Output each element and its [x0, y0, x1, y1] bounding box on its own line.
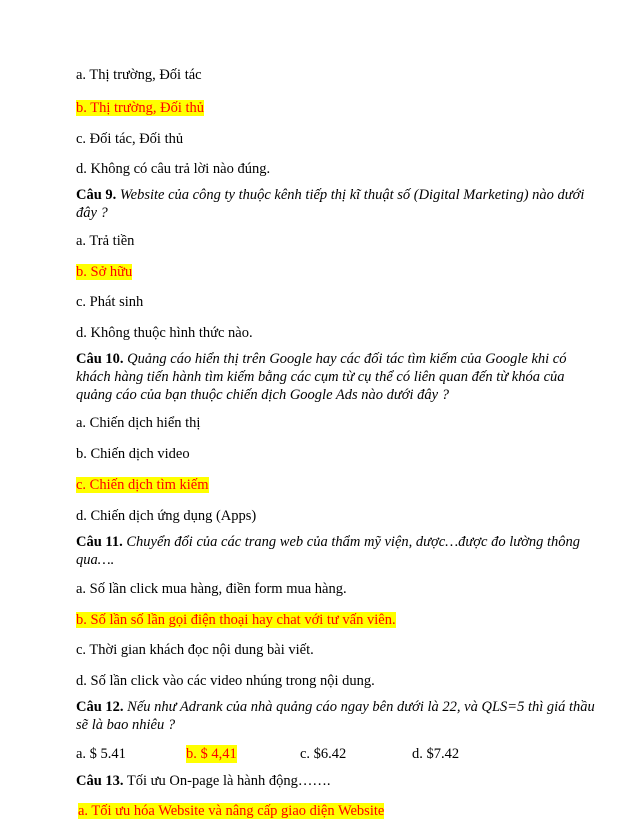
question-text: Quảng cáo hiển thị trên Google hay các đối tác tìm kiếm của Google khi có — [127, 351, 567, 367]
question-11-line2: qua…. — [76, 552, 115, 568]
option-a-text: a. Số lần click mua hàng, điền form mua hàng. — [76, 581, 347, 597]
option-b — [76, 445, 190, 463]
highlighted-answer: b. Số lần số lần gọi điện thoại hay chat với tư vấn viên. — [76, 612, 396, 628]
highlighted-answer: b. $ 4,41 — [186, 746, 237, 762]
option-c-text: c. Đối tác, Đối thủ — [76, 131, 184, 147]
question-10 — [76, 350, 567, 368]
option-c-text: c. Thời gian khách đọc nội dung bài viết. — [76, 642, 314, 658]
highlighted-answer: c. Chiến dịch tìm kiếm — [76, 477, 209, 493]
highlighted-answer: a. Tối ưu hóa Website và nâng cấp giao diện Website — [78, 803, 385, 819]
option-a — [76, 232, 134, 250]
option-c-text: c. $6.42 — [300, 746, 347, 762]
option-d-text: d. Không thuộc hình thức nào. — [76, 325, 253, 341]
option-d — [76, 672, 375, 690]
question-number: Câu 11. — [76, 534, 123, 550]
option-d-text: d. $7.42 — [412, 746, 460, 762]
question-12 — [76, 698, 595, 716]
option-d — [76, 507, 256, 525]
option-c-answer — [76, 476, 209, 494]
highlighted-answer: b. Sở hữu — [76, 264, 133, 280]
option-a — [76, 414, 200, 432]
question-text: Nếu như Adrank của nhà quảng cáo ngay bên dưới là 22, và QLS=5 thì giá thầu — [127, 699, 595, 715]
question-9-line2: đây ? — [76, 205, 108, 221]
question-10-line2: khách hàng tiến hành tìm kiếm bằng các cụm từ cụ thể có liên quan đến từ khóa của — [76, 369, 565, 385]
option-b-answer — [76, 263, 132, 281]
option-c — [76, 293, 143, 311]
question-13 — [76, 772, 331, 790]
option-a-text: a. Trả tiền — [76, 233, 135, 249]
option-b-answer — [76, 99, 204, 117]
question-text: Website của công ty thuộc kênh tiếp thị kĩ thuật số (Digital Marketing) nào dưới — [119, 187, 585, 203]
highlighted-answer: b. Thị trường, Đối thủ — [76, 100, 205, 116]
question-10-line3: quảng cáo của bạn thuộc chiến dịch Google Ads nào dưới đây ? — [76, 387, 449, 403]
question-number: Câu 13. — [76, 773, 124, 789]
option-a-text: a. $ 5.41 — [76, 746, 126, 762]
option-d-text: d. Không có câu trả lời nào đúng. — [76, 161, 271, 177]
option-b-text: b. Chiến dịch video — [76, 446, 190, 462]
question-text: Tối ưu On-page là hành động……. — [126, 773, 331, 789]
option-d — [76, 160, 270, 178]
option-a-answer — [78, 802, 384, 820]
question-number: Câu 12. — [76, 699, 124, 715]
question-number: Câu 9. — [76, 187, 117, 203]
option-a-text: a. Thị trường, Đối tác — [76, 67, 202, 83]
option-a-text: a. Chiến dịch hiển thị — [76, 415, 201, 431]
option-c — [76, 130, 183, 148]
option-d — [76, 324, 253, 342]
question-number: Câu 10. — [76, 351, 124, 367]
question-11 — [76, 533, 580, 551]
options-row — [76, 745, 556, 763]
option-d-text: d. Số lần click vào các video nhúng trong nội dung. — [76, 673, 375, 689]
question-9 — [76, 186, 584, 204]
question-text: Chuyển đổi của các trang web của thẩm mỹ viện, dược…được đo lường thông — [126, 534, 581, 550]
option-c — [76, 641, 314, 659]
question-12-line2: sẽ là bao nhiêu ? — [76, 717, 176, 733]
option-a — [76, 66, 202, 84]
option-d-text: d. Chiến dịch ứng dụng (Apps) — [76, 508, 257, 524]
option-c-text: c. Phát sinh — [76, 294, 144, 310]
option-a — [76, 580, 347, 598]
option-b-answer — [76, 611, 396, 629]
